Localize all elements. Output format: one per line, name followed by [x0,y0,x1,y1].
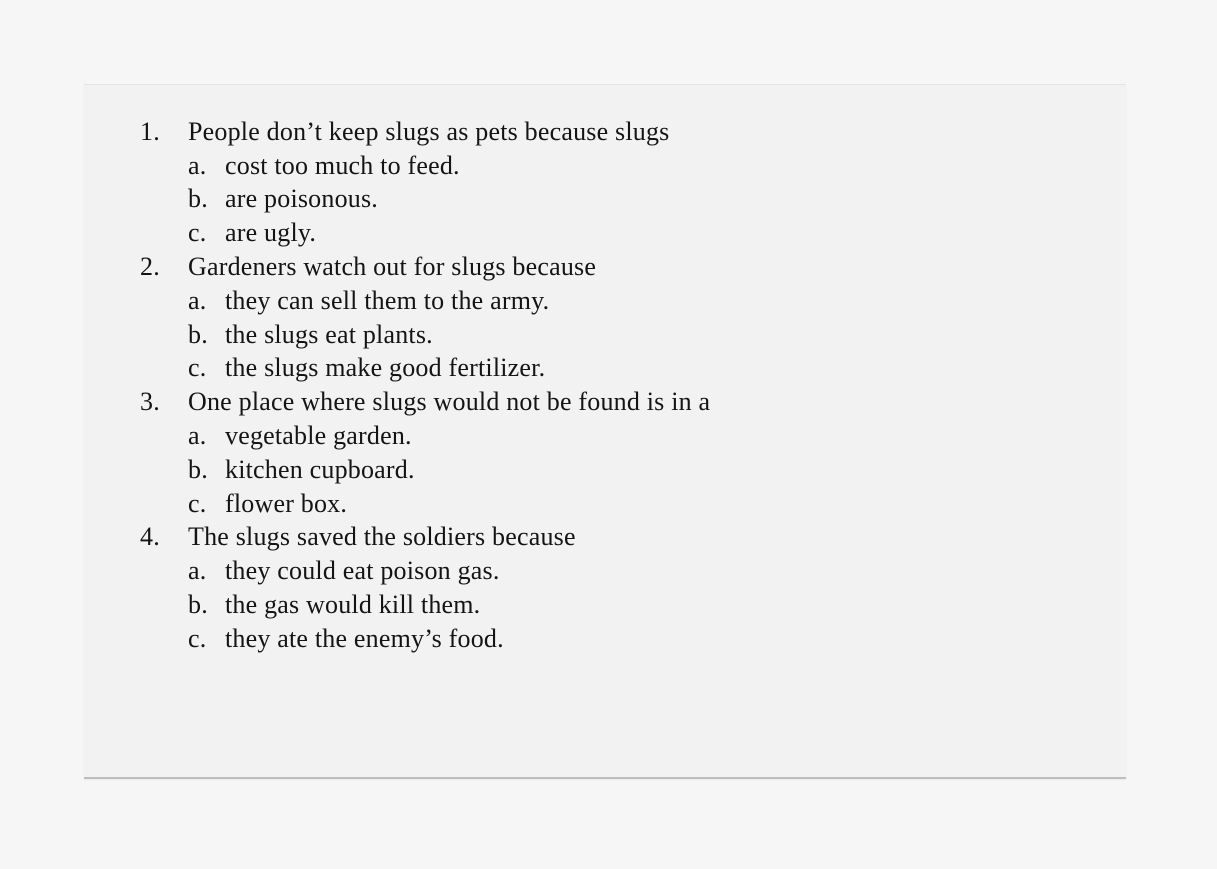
choice-text: the gas would kill them. [225,590,481,620]
question-stem: People don’t keep slugs as pets because slugs [188,116,670,146]
choice-text: are poisonous. [225,184,378,214]
choice-item [140,453,840,487]
choice-item [140,284,840,318]
choice-item [140,554,840,588]
question-number: 2. [140,252,160,282]
choice-text: they could eat poison gas. [225,556,500,586]
question-stem-line [140,250,840,284]
choice-list [140,419,840,520]
choice-letter: a. [188,285,207,315]
choice-text: kitchen cupboard. [225,454,415,484]
question-1 [140,115,840,250]
choice-text: they ate the enemy’s food. [225,623,504,653]
choice-letter: a. [188,421,207,451]
choice-item [140,149,840,183]
choice-letter: c. [188,488,207,518]
question-stem: One place where slugs would not be found is in a [188,387,711,417]
choice-letter: c. [188,623,207,653]
question-number: 3. [140,387,160,417]
choice-text: vegetable garden. [225,421,412,451]
question-3 [140,385,840,520]
choice-text: the slugs make good fertilizer. [225,353,546,383]
choice-text: they can sell them to the army. [225,285,550,315]
choice-item [140,216,840,250]
question-number: 4. [140,522,160,552]
choice-text: flower box. [225,488,348,518]
choice-list [140,149,840,250]
question-list [140,115,840,656]
choice-letter: b. [188,319,208,349]
choice-item [140,183,840,217]
choice-letter: b. [188,454,208,484]
quiz-card [84,84,1126,779]
choice-letter: b. [188,184,208,214]
choice-item [140,622,840,656]
question-number: 1. [140,116,160,146]
question-stem: Gardeners watch out for slugs because [188,252,597,282]
question-stem-line [140,521,840,555]
choice-letter: a. [188,556,207,586]
choice-letter: b. [188,590,208,620]
choice-list [140,284,840,385]
question-stem-line [140,115,840,149]
choice-text: are ugly. [225,218,317,248]
choice-letter: c. [188,353,207,383]
choice-list [140,554,840,655]
question-4 [140,521,840,656]
question-stem-line [140,385,840,419]
question-2 [140,250,840,385]
choice-text: the slugs eat plants. [225,319,433,349]
choice-text: cost too much to feed. [225,150,460,180]
choice-letter: a. [188,150,207,180]
choice-letter: c. [188,218,207,248]
question-stem: The slugs saved the soldiers because [188,522,576,552]
choice-item [140,352,840,386]
choice-item [140,318,840,352]
choice-item [140,487,840,521]
choice-item [140,588,840,622]
choice-item [140,419,840,453]
